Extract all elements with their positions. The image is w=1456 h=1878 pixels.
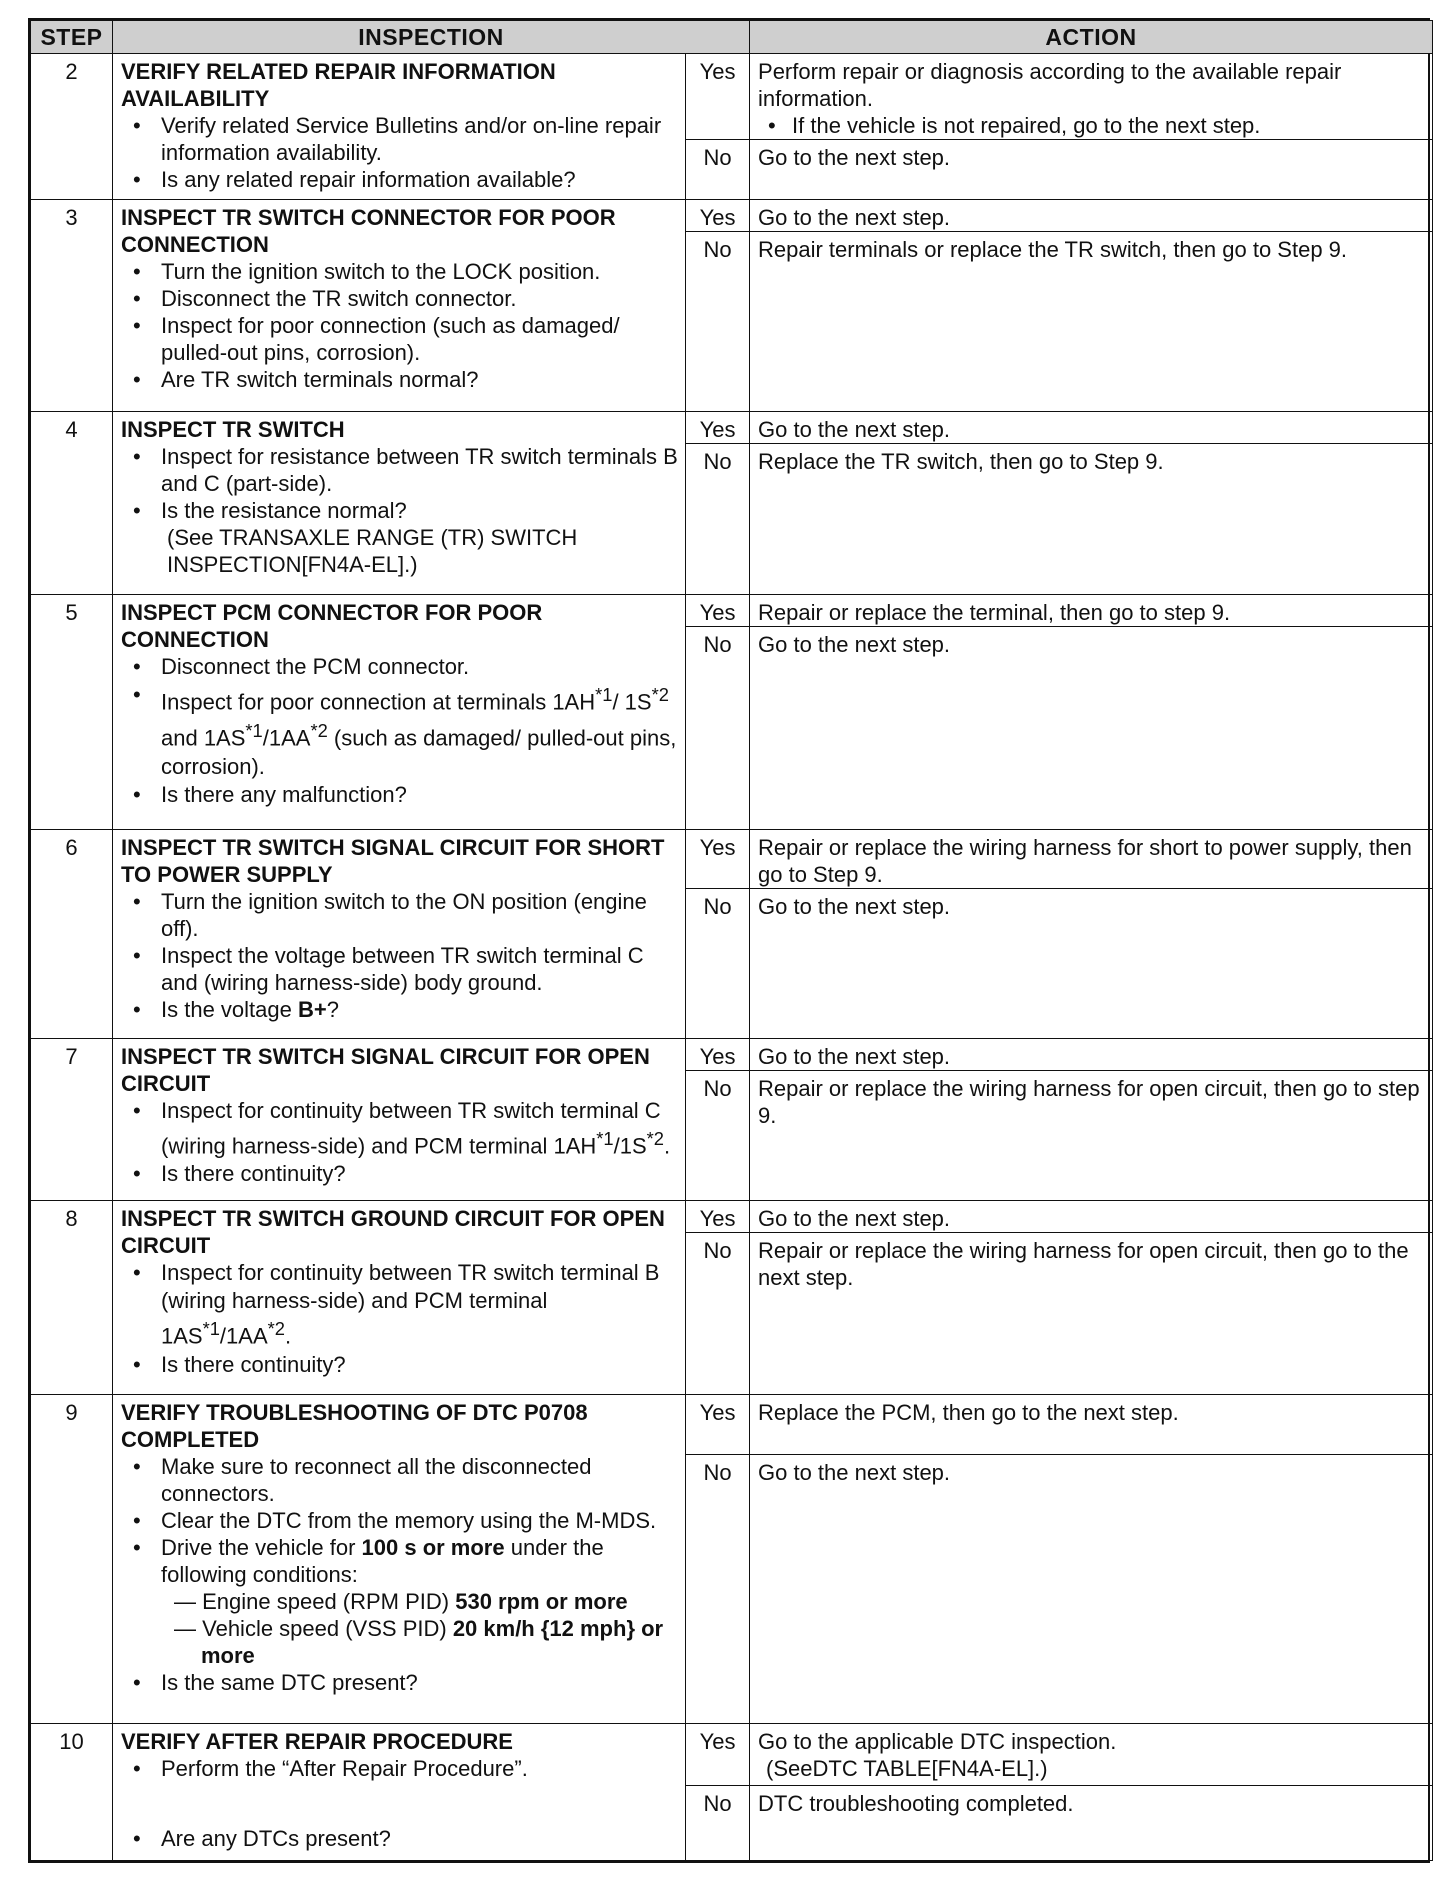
superscript: *2 — [651, 683, 669, 705]
step-number: 10 — [31, 1724, 113, 1861]
yes-action — [750, 1724, 1433, 1786]
step-number: 5 — [31, 594, 113, 829]
header-step: STEP — [31, 21, 113, 54]
inspection-item — [121, 680, 679, 782]
step-title: VERIFY RELATED REPAIR INFORMATION AVAILABILITY — [121, 59, 556, 111]
header-action: ACTION — [750, 21, 1433, 54]
table-row — [31, 829, 1433, 888]
inspection-item: • Is there continuity? — [121, 1160, 679, 1187]
no-action: Go to the next step. — [750, 888, 1433, 1038]
step-number: 7 — [31, 1038, 113, 1201]
inspection-item: • Disconnect the PCM connector. — [121, 653, 679, 680]
no-label: No — [686, 626, 750, 829]
yes-action-text: Go to the applicable DTC inspection. — [758, 1729, 1117, 1755]
no-action: Repair or replace the wiring harness for open circuit, then go to step 9. — [750, 1070, 1433, 1201]
inspection-item: • Is there continuity? — [121, 1351, 679, 1378]
no-label: No — [686, 888, 750, 1038]
step-number: 4 — [31, 412, 113, 594]
yes-action — [750, 54, 1433, 140]
yes-label: Yes — [686, 1201, 750, 1233]
inspection-cell — [113, 1201, 686, 1395]
inspection-item: • Are TR switch terminals normal? — [121, 366, 679, 393]
item-text: and 1AS — [161, 725, 246, 751]
step-number: 6 — [31, 829, 113, 1038]
yes-action: Go to the next step. — [750, 200, 1433, 232]
no-label: No — [686, 1233, 750, 1395]
inspection-item — [121, 1534, 679, 1669]
no-action: Go to the next step. — [750, 626, 1433, 829]
no-label: No — [686, 140, 750, 200]
item-bold-text: B+ — [297, 996, 327, 1022]
no-action: Replace the TR switch, then go to Step 9. — [750, 444, 1433, 594]
inspection-item: • Disconnect the TR switch connector. — [121, 285, 679, 312]
superscript: *1 — [595, 683, 613, 705]
yes-action: Replace the PCM, then go to the next step. — [750, 1395, 1433, 1455]
item-text: . — [284, 1323, 292, 1349]
inspection-cell — [113, 54, 686, 200]
inspection-item — [121, 1259, 679, 1350]
item-bold-text: 20 km/h {12 mph} or more — [201, 1616, 664, 1669]
no-label: No — [686, 444, 750, 594]
yes-label: Yes — [686, 594, 750, 626]
inspection-item: • Inspect the voltage between TR switch terminal C and (wiring harness-side) body ground. — [121, 942, 679, 996]
step-title: INSPECT TR SWITCH — [121, 417, 345, 443]
superscript: *1 — [596, 1127, 614, 1149]
inspection-item-text: Is the resistance normal? — [161, 498, 407, 524]
no-label: No — [686, 1786, 750, 1861]
inspection-cell — [113, 1724, 686, 1861]
step-number: 8 — [31, 1201, 113, 1395]
item-text: Inspect for poor connection at terminals 1AH — [161, 688, 596, 714]
inspection-cell — [113, 1395, 686, 1724]
inspection-item: • Inspect for resistance between TR switch terminals B and C (part-side). — [121, 443, 679, 497]
step-title: INSPECT TR SWITCH CONNECTOR FOR POOR CONNECTION — [121, 205, 616, 258]
yes-label: Yes — [686, 1038, 750, 1070]
inspection-cell — [113, 594, 686, 829]
no-action: Repair terminals or replace the TR switch, then go to Step 9. — [750, 232, 1433, 412]
reference-note: (See TRANSAXLE RANGE (TR) SWITCH INSPECTION[FN4A-EL].) — [167, 525, 578, 578]
table-row — [31, 594, 1433, 626]
inspection-item — [121, 1097, 679, 1160]
item-text: Drive the vehicle for — [161, 1535, 362, 1561]
yes-label: Yes — [686, 829, 750, 888]
no-action: Repair or replace the wiring harness for open circuit, then go to the next step. — [750, 1233, 1433, 1395]
inspection-item: • Is the same DTC present? — [121, 1669, 679, 1696]
inspection-item: • Are any DTCs present? — [121, 1825, 679, 1852]
item-text: under the following conditions: — [161, 1535, 604, 1588]
item-text: ? — [326, 996, 339, 1022]
item-bold-text: 530 rpm or more — [455, 1589, 628, 1615]
inspection-item: • Is there any malfunction? — [121, 781, 679, 808]
inspection-cell — [113, 829, 686, 1038]
inspection-item: • Clear the DTC from the memory using the M-MDS. — [121, 1507, 679, 1534]
table-row — [31, 1038, 1433, 1070]
inspection-cell — [113, 200, 686, 412]
yes-action: Go to the next step. — [750, 412, 1433, 444]
yes-action: Go to the next step. — [750, 1201, 1433, 1233]
yes-action: Go to the next step. — [750, 1038, 1433, 1070]
item-text: (such as damaged/ pulled-out pins, corrosion). — [161, 725, 677, 780]
header-inspection: INSPECTION — [113, 21, 750, 54]
superscript: *2 — [646, 1127, 664, 1149]
step-title: INSPECT TR SWITCH SIGNAL CIRCUIT FOR SHORT TO POWER SUPPLY — [121, 834, 665, 887]
step-title: INSPECT TR SWITCH SIGNAL CIRCUIT FOR OPEN CIRCUIT — [121, 1043, 650, 1096]
yes-label: Yes — [686, 54, 750, 140]
yes-label: Yes — [686, 1724, 750, 1786]
superscript: *1 — [202, 1318, 220, 1340]
inspection-item: • Make sure to reconnect all the disconnected connectors. — [121, 1453, 679, 1507]
yes-action: Repair or replace the terminal, then go to step 9. — [750, 594, 1433, 626]
inspection-item: • Perform the “After Repair Procedure”. — [121, 1755, 679, 1782]
yes-action-bullet: • If the vehicle is not repaired, go to the next step. — [758, 112, 1426, 139]
inspection-item: • Turn the ignition switch to the LOCK position. — [121, 258, 679, 285]
superscript: *1 — [245, 719, 263, 741]
table-row — [31, 54, 1433, 140]
inspection-item — [121, 497, 679, 578]
troubleshooting-table — [30, 20, 1433, 1861]
superscript: *2 — [267, 1318, 285, 1340]
condition-item — [161, 1615, 679, 1669]
no-action: Go to the next step. — [750, 1455, 1433, 1724]
step-number: 3 — [31, 200, 113, 412]
superscript: *2 — [310, 719, 328, 741]
step-number: 9 — [31, 1395, 113, 1724]
inspection-item — [121, 996, 679, 1023]
item-bold-text: 100 s or more — [361, 1535, 505, 1561]
yes-label: Yes — [686, 412, 750, 444]
step-title: INSPECT TR SWITCH GROUND CIRCUIT FOR OPEN CIRCUIT — [121, 1206, 665, 1259]
no-label: No — [686, 1455, 750, 1724]
item-text: /1S — [613, 1133, 647, 1159]
item-text: /1AA — [219, 1323, 268, 1349]
item-text: Is the voltage — [161, 996, 298, 1022]
yes-label: Yes — [686, 1395, 750, 1455]
table-row — [31, 412, 1433, 444]
item-text: Engine speed (RPM PID) — [202, 1589, 456, 1615]
table-row — [31, 1201, 1433, 1233]
step-title: VERIFY TROUBLESHOOTING OF DTC P0708 COMPLETED — [121, 1400, 588, 1453]
condition-item — [161, 1588, 679, 1615]
dtc-troubleshooting-table — [28, 18, 1430, 1863]
yes-action-text: Perform repair or diagnosis according to the available repair information. — [758, 59, 1342, 111]
item-text: Inspect for continuity between TR switch terminal C (wiring harness-side) and PCM terminal 1AH — [161, 1097, 661, 1159]
table-row — [31, 200, 1433, 232]
item-text: Inspect for continuity between TR switch terminal B (wiring harness-side) and PCM terminal 1AS — [161, 1260, 660, 1349]
inspection-cell — [113, 412, 686, 594]
item-text: /1AA — [262, 725, 311, 751]
table-header-row — [31, 21, 1433, 54]
no-action: DTC troubleshooting completed. — [750, 1786, 1433, 1861]
yes-action-reference: (SeeDTC TABLE[FN4A-EL].) — [766, 1756, 1048, 1782]
table-row — [31, 1724, 1433, 1786]
inspection-item: • Is any related repair information available? — [121, 166, 679, 193]
inspection-item: • Verify related Service Bulletins and/or on-line repair information availability. — [121, 112, 679, 166]
inspection-item: • Turn the ignition switch to the ON position (engine off). — [121, 888, 679, 942]
no-label: No — [686, 1070, 750, 1201]
table-row — [31, 1395, 1433, 1455]
step-title: VERIFY AFTER REPAIR PROCEDURE — [121, 1729, 513, 1755]
inspection-cell — [113, 1038, 686, 1201]
yes-label: Yes — [686, 200, 750, 232]
inspection-item: • Inspect for poor connection (such as damaged/ pulled-out pins, corrosion). — [121, 312, 679, 366]
item-text: Vehicle speed (VSS PID) — [202, 1616, 453, 1642]
yes-action: Repair or replace the wiring harness for short to power supply, then go to Step 9. — [750, 829, 1433, 888]
item-text: . — [663, 1133, 671, 1159]
step-number: 2 — [31, 54, 113, 200]
no-action: Go to the next step. — [750, 140, 1433, 200]
item-text: / 1S — [612, 688, 652, 714]
step-title: INSPECT PCM CONNECTOR FOR POOR CONNECTION — [121, 599, 543, 652]
no-label: No — [686, 232, 750, 412]
